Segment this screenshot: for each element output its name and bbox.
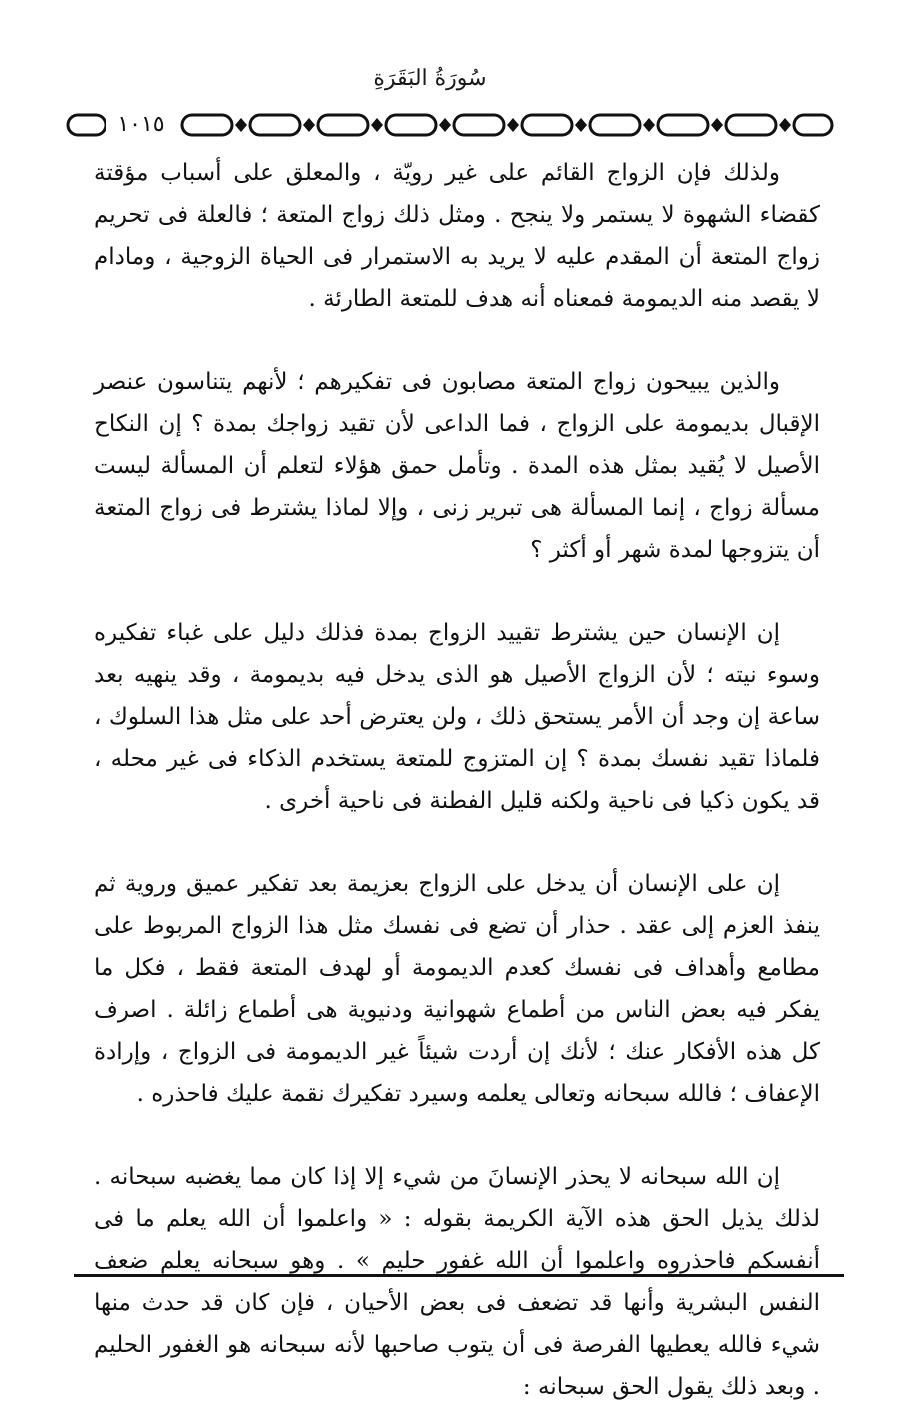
- paragraph-1: ولذلك فإن الزواج القائم على غير رويّة ، والمعلق على أسباب مؤقتة كقضاء الشهوة لا يستمر ولا ينجح . ومثل ذلك زواج المتعة ؛ فالعلة فى تحريم زواج المتعة أن المقدم عليه لا يريد به الاستمرار فى الحياة الزوجية ، ومادام لا يقصد منه الديمومة فمعناه أنه هدف للمتعة الطارئة .: [94, 160, 820, 312]
- body-text: [94, 152, 820, 1408]
- ornamental-header-border: [66, 106, 836, 144]
- paragraph-5: إن الله سبحانه لا يحذر الإنسانَ من شيء إلا إذا كان مما يغضبه سبحانه . لذلك يذيل الحق هذه الآية الكريمة بقوله : « واعلموا أن الله يعلم ما فى أنفسكم فاحذروه واعلموا أن الله غفور حليم » . وهو سبحانه يعلم ضعف النفس البشرية وأنها قد تضعف فى بعض الأحيان ، فإن كان قد حدث منها شيء فالله يعطيها الفرصة فى أن يتوب صاحبها لأنه سبحانه هو الغفور الحليم . وبعد ذلك يقول الحق سبحانه :: [94, 1164, 820, 1400]
- footer-rule: [74, 1274, 844, 1277]
- paragraph-3: إن الإنسان حين يشترط تقييد الزواج بمدة فذلك دليل على غباء تفكيره وسوء نيته ؛ لأن الزواج الأصيل هو الذى يدخل فيه بديمومة ، وقد ينهيه بعد ساعة إن وجد أن الأمر يستحق ذلك ، ولن يعترض أحد على مثل هذا السلوك ، فلماذا تقيد نفسك بمدة ؟ إن المتزوج للمتعة يستخدم الذكاء فى غير محله ، قد يكون ذكيا فى ناحية ولكنه قليل الفطنة فى ناحية أخرى .: [94, 620, 820, 814]
- page-number: ١٠١٥: [106, 108, 176, 142]
- surah-title: سُورَةُ البَقَرَةِ: [373, 66, 487, 91]
- paragraph-2: والذين يبيحون زواج المتعة مصابون فى تفكيرهم ؛ لأنهم يتناسون عنصر الإقبال بديمومة على الزواج ، فما الداعى لأن تقيد زواجك بمدة ؟ إن النكاح الأصيل لا يُقيد بمثل هذه المدة . وتأمل حمق هؤلاء لتعلم أن المسألة ليست مسألة زواج ، إنما المسألة هى تبرير زنى ، وإلا لماذا يشترط فى زواج المتعة أن يتزوجها لمدة شهر أو أكثر ؟: [94, 369, 820, 563]
- paragraph-4: إن على الإنسان أن يدخل على الزواج بعزيمة بعد تفكير عميق وروية ثم ينفذ العزم إلى عقد . حذار أن تضع فى نفسك مثل هذا الزواج المربوط على مطامع وأهداف فى نفسك كعدم الديمومة أو لهدف المتعة فقط ، فكل ما يفكر فيه بعض الناس من أطماع شهوانية ودنيوية هى أطماع زائلة . اصرف كل هذه الأفكار عنك ؛ لأنك إن أردت شيئاً غير الديمومة فى الزواج ، وإرادة الإعفاف ؛ فالله سبحانه وتعالى يعلمه وسيرد تفكيرك نقمة عليك فاحذره .: [94, 871, 820, 1107]
